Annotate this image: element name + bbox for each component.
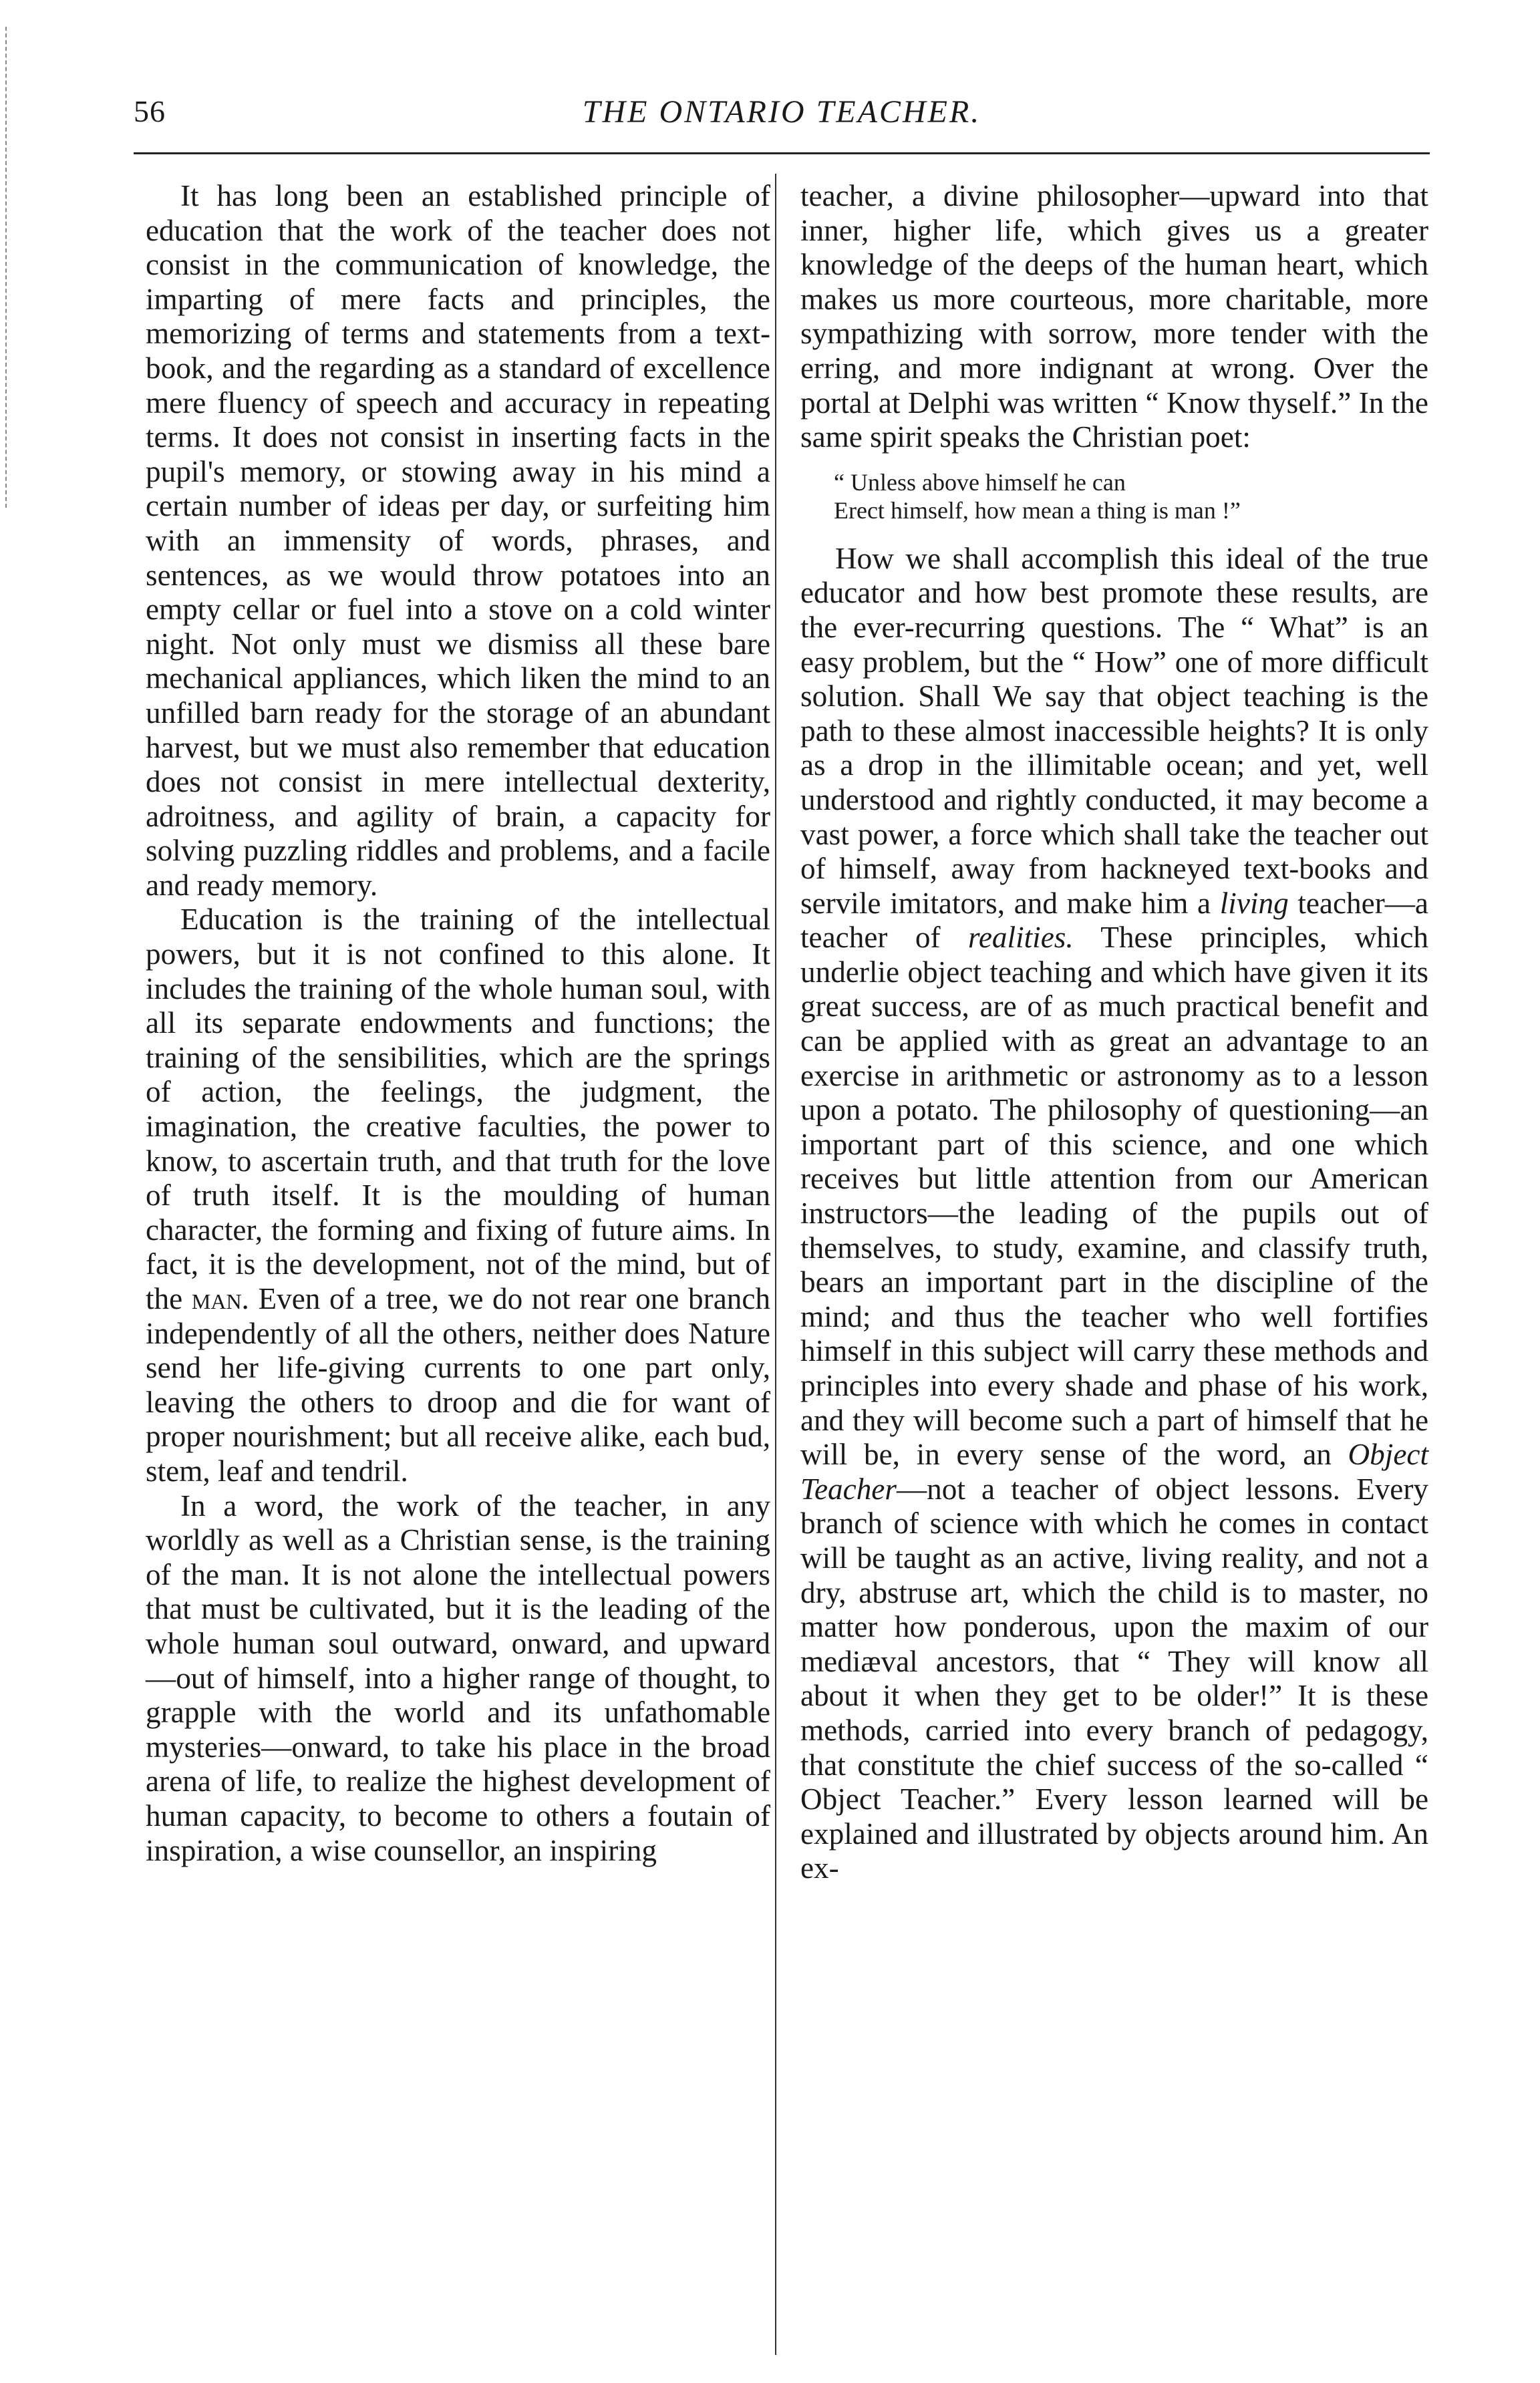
italic-phrase: Object Teacher: [800, 1438, 1428, 1506]
page-number: 56: [134, 94, 166, 128]
text-run: Education is the training of the intellectual powers, but it is not confined to this alone. It includes the training of the whole human soul, with all its separate endowments and functions; the training of the sensibilities, which are the springs of action, the feelings, the judgment, the imagination, the creative faculties, the power to know, to ascertain truth, and that truth for the love of truth itself. It is the moulding of human character, the forming and fixing of future aims. In fact, it is the development, not of the mind, but of the: [146, 903, 770, 1315]
verse-line: “ Unless above himself he can: [834, 468, 1126, 496]
column-rule: [775, 174, 776, 2355]
paragraph: [146, 903, 770, 1488]
verse-quotation: [800, 468, 1428, 524]
italic-word: realities.: [967, 921, 1074, 955]
paragraph-continued: teacher, a divine philosopher—upward into that inner, higher life, which gives us a greater knowledge of the deeps of the human heart, which makes us more courteous, more charitable, more sympathizing with sorrow, more tender with the erring, and more indignant at wrong. Over the portal at Delphi was written “ Know thyself.” In the same spirit speaks the Christian poet:: [800, 179, 1428, 454]
text-run: These principles, which underlie object teaching and which have given it its great success, are of as much practical benefit and can be applied with as great an advantage to an exercise in arithmetic or astronomy as to a lesson upon a potato. The philosophy of questioning—an important part of this science, and one which receives but little attention from our American instructors—the leading of the pupils out of themselves, to study, examine, and classify truth, bears an important part in the discipline of the mind; and thus the teacher who well fortifies himself in this subject will carry these methods and principles into every shade and phase of his work, and they will become such a part of himself that he will be, in every sense of the word, an: [800, 921, 1428, 1472]
header-rule: [134, 152, 1430, 154]
paragraph: [800, 542, 1428, 1886]
text-run: How we shall accomplish this ideal of the true educator and how best promote these results, are the ever-recurring questions. The “ What” is an easy problem, but the “ How” one of more difficult solution. Shall We say that object teaching is the path to these almost inaccessible heights? It is only as a drop in the illimitable ocean; and yet, well understood and rightly conducted, it may become a vast power, a force which shall take the teacher out of himself, away from hackneyed text-books and servile imitators, and make him a: [800, 541, 1428, 920]
paragraph: It has long been an established principle of education that the work of the teacher does not consist in the communication of knowledge, the imparting of mere facts and principles, the memorizing of terms and statements from a text-book, and the regarding as a standard of excellence mere fluency of speech and accuracy in repeating terms. It does not consist in inserting facts in the pupil's memory, or stowing away in his mind a certain number of ideas per day, or surfeiting him with an immensity of words, phrases, and sentences, as we would throw potatoes into an empty cellar or fuel into a stove on a cold winter night. Not only must we dismiss all these bare mechanical appliances, which liken the mind to an unfilled barn ready for the storage of an abundant harvest, but we must also remember that education does not consist in mere intellectual dexterity, adroitness, and agility of brain, a capacity for solving puzzling riddles and problems, and a facile and ready memory.: [146, 179, 770, 902]
text-run: teacher—a teacher of: [800, 886, 1428, 955]
text-run: —not a teacher of object lessons. Every branch of science with which he comes in contact will be taught as an active, living reality, and not a dry, abstruse art, which the child is to master, no matter how ponderous, upon the maxim of our mediæval ancestors, that “ They will know all about it when they get to be older!” It is these methods, carried into every branch of pedagogy, that constitute the chief success of the so-called “ Object Teacher.” Every lesson learned will be explained and illustrated by objects around him. An ex-: [800, 1472, 1428, 1885]
text-run: . Even of a tree, we do not rear one branch independently of all the others, neither does Nature send her life-giving currents to one part only, leaving the others to droop and die for want of proper nourishment; but all receive alike, each bud, stem, leaf and tendril.: [146, 1282, 770, 1488]
italic-word: living: [1219, 886, 1289, 920]
binding-edge-mark: [5, 27, 7, 508]
page-header: [134, 94, 1430, 147]
small-caps-word: man: [191, 1282, 242, 1315]
running-head: THE ONTARIO TEACHER.: [582, 94, 981, 130]
verse-line: Erect himself, how mean a thing is man !”: [834, 496, 1241, 524]
right-column: [800, 179, 1428, 1886]
left-column: [146, 179, 770, 1868]
paragraph: In a word, the work of the teacher, in any worldly as well as a Christian sense, is the training of the man. It is not alone the intellectual powers that must be cultivated, but it is the leading of the whole human soul outward, onward, and upward —out of himself, into a higher range of thought, to grapple with the world and its unfathomable mysteries—onward, to take his place in the broad arena of life, to realize the highest development of human capacity, to become to others a foutain of inspiration, a wise counsellor, an inspiring: [146, 1488, 770, 1867]
